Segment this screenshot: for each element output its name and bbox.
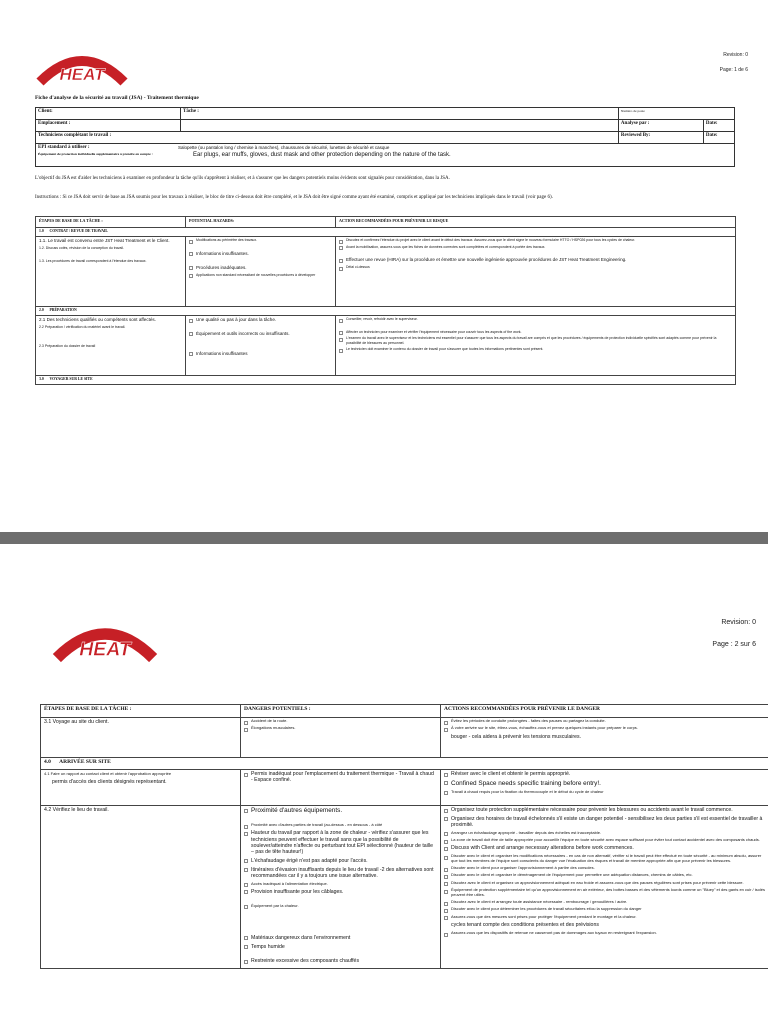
action-item: Effectuer une revue (HIRA) sur la procédure et émettre une nouvelle ingénierie approuvée procédures de JST Heat Treatment Engineering. xyxy=(339,257,732,262)
hazard-item: Permis inadéquat pour l'emplacement du traitement thermique - Travail à chaud - Espace confiné. xyxy=(244,771,437,783)
hazard-item: Restreinte excessive des composants chauffés xyxy=(244,958,437,964)
hazard-item: Matériaux dangereux dans l'environnement xyxy=(244,935,437,941)
action-item: Le technicien doit examiner le contenu du dossier de travail pour s'assurer que toutes les informations pertinentes sont présent. xyxy=(339,347,732,351)
action-item: Affecter un technicien pour examiner et vérifier l'équipement nécessaire pour couvrir tous les aspects of the work. xyxy=(339,330,732,334)
hazard-item: Informations insuffisantes xyxy=(189,351,332,356)
action-item: Équipement de protection supplémentaire tel qu'un approvisionnement en air extérieur, des bottes basses et des vêtements lourds comme un "Bluey" et des gants en cuir / isolés peuvent être utiles. xyxy=(444,888,765,898)
hazard-item: Élongations musculaires. xyxy=(244,726,437,731)
hazard-item: L'échafaudage érigé n'est pas adapté pour l'accès. xyxy=(244,858,437,864)
action-item: L'examen du travail avec le superviseur et les techniciens est essentiel pour s'assurer que tous les aspects du travail are compris et que les procédures / équipements de protection individuelle spécifiés sont adaptés comme pour prévenir la possibilité de blessures au personnel. xyxy=(339,336,732,344)
page-number: Page : 2 sur 6 xyxy=(712,641,756,648)
action-item: Avant la mobilisation, assurez-vous que les fiches de données correctes sont complétées et correspondent à portée des travaux. xyxy=(339,245,732,249)
step-text: 1.2. Discuss cotés, révision de la conception du travail. xyxy=(39,246,125,250)
action-item: Réviser avec le client et obtenir le permis approprié. xyxy=(444,771,765,777)
hazard-item: Applications non standard nécessitant de nouvelles procédures à développer xyxy=(189,273,332,277)
section-number: 1.0 xyxy=(39,229,44,233)
hazard-item: Équipement et outils incorrects ou insuffisants. xyxy=(189,331,332,336)
action-item: Organisez toute protection supplémentaire nécessaire pour prévenir les blessures ou accidents avant le travail commence. xyxy=(444,807,765,813)
section-row xyxy=(41,758,768,770)
section-number: 3.0 xyxy=(39,377,44,381)
hazard-item: Itinéraires d'évasion insuffisants depuis le lieu de travail -2 des alternatives sont recommandées car il y a toujours une issue alternative. xyxy=(244,867,437,879)
section-title: PRÉPARATION xyxy=(49,308,77,312)
analyzed-by-label: Analyse par : xyxy=(618,120,703,132)
hazard-item: Provision insuffisante pour les câblages. xyxy=(244,889,437,895)
reviewed-by-label: Reviewed By: xyxy=(618,132,703,144)
header-steps: ÉTAPES DE BASE DE LA TÂCHE : xyxy=(36,217,186,228)
hazard-item: Proximité avec d'autres parties de travail (au-dessus - en dessous - à côté xyxy=(244,823,437,828)
step-text: 2.2 Préparation / vérification du matériel avant le travail. xyxy=(39,325,126,329)
table-row xyxy=(41,718,768,758)
ppe-value: Salopette (ou pantalon long / chemise à manches), chaussures de sécurité, lunettes de sécurité et casque xyxy=(178,145,390,150)
header-actions: ACTION RECOMMANDÉES POUR PRÉVENIR LE RISQUE xyxy=(336,217,736,228)
hazard-item: Proximité d'autres équipements. xyxy=(244,807,437,815)
hazard-item: Accident de la route. xyxy=(244,719,437,724)
step-text: 2.1 Des techniciens qualifiés ou compétents sont affectés. xyxy=(39,317,156,322)
document-title: Fiche d'analyse de la sécurité au travail (JSA) - Traitement thermique xyxy=(35,95,199,101)
document-page-2 xyxy=(0,544,768,1024)
section-title: CONTRAT / REVUE DE TRAVAIL xyxy=(49,229,108,233)
header-actions: ACTIONS RECOMMANDÉES POUR PRÉVENIR LE DANGER xyxy=(441,705,768,718)
table-row xyxy=(36,237,736,307)
action-item: Arrangez un échafaudage approprié - travailler depuis des échelles est inacceptable. xyxy=(444,831,765,836)
step-text: permis d'accès des clients désignés représentant. xyxy=(52,779,167,785)
action-item: Discuter avec le client pour déterminer les procédures de travail sécuritaires et/ou la suppression du danger xyxy=(444,907,765,912)
extra-ppe-label: Équipement de protection individuelle supplémentaire à prendre en compte : xyxy=(38,152,153,156)
step-text: 4.1 Faire un rapport au contact client et obtenir l'approbation appropriée xyxy=(44,771,172,776)
heat-logo xyxy=(34,46,130,90)
date-label-2: Date: xyxy=(703,132,734,144)
hazard-item: Une qualité ou pas à jour dans la tâche. xyxy=(189,317,332,322)
action-item: Discutez avec le client et arrangez toute assistance nécessaire - rembourrage / genouillères / autre. xyxy=(444,900,765,905)
section-row xyxy=(36,376,736,385)
job-info-table xyxy=(35,107,735,167)
client-label: Client: xyxy=(36,108,181,120)
action-item: Délai ci-dessus xyxy=(339,265,732,269)
objective-paragraph: L'objectif du JSA est d'aider les techniciens à examiner en profondeur la tâche qu'ils s'apprêtent à réaliser, et à s'assurer que les dangers potentiels moins évidents sont signalés pour considération, dans la JSA. xyxy=(35,176,450,181)
task-label: Tâche : xyxy=(181,108,619,120)
header-hazards: POTENTIAL HAZARDS: xyxy=(186,217,336,228)
hazard-item: Hauteur du travail par rapport à la zone de chaleur - vérifiez s'assurer que les techniciens peuvent effectuer le travail sans que la possibilité de soulever/atteindre n'affecte ou perturbant tout EPI sélectionné (hauteur de taille – pas de tête hauteur!) xyxy=(244,830,437,855)
action-item: Discuss with Client and arrange necessary alterations before work commences. xyxy=(444,845,765,851)
date-label-1: Date: xyxy=(703,120,734,132)
instructions-paragraph: Instructions : Si ce JSA doit servir de base au JSA soumis pour les travaux à réaliser, le bloc de titre ci-dessus doit être complété, et le JSA doit être signé comme ayant été examiné, compris et appliqué par les techniciens impliqués dans le travail (voir page 6). xyxy=(35,195,553,200)
section-row xyxy=(36,228,736,237)
step-text: 1.1. Le travail est convenu entre JST Heat Treatment et le Client. xyxy=(39,238,170,243)
location-label: Emplacement : xyxy=(36,120,181,132)
action-item: À votre arrivée sur le site, étirez-vous, échauffez-vous et prenez quelques instants pour préparer le corps. xyxy=(444,726,765,731)
action-item: Confined Space needs specific training before entry!. xyxy=(444,780,765,788)
action-item: Discutez et confirmez l'étendue du projet avec le client avant le début des travaux. Assurez-vous que le client signe le nouveau formulaire HTTO / HSP026 pour tous les cycles de chaleur. xyxy=(339,238,732,242)
post-number-label: Numéro de poste xyxy=(618,108,734,120)
technicians-label: Techniciens complétant le travail : xyxy=(36,132,619,144)
table-row xyxy=(36,316,736,376)
jsa-table-page-1 xyxy=(35,216,736,385)
hazard-item: Informations insuffisantes. xyxy=(189,251,332,256)
header-steps: ÉTAPES DE BASE DE LA TÂCHE : xyxy=(41,705,241,718)
heat-logo xyxy=(50,616,160,668)
action-item: La zone de travail doit être de taille appropriée pour accueillir l'équipe en toute sécurité avec espace suffisant pour éviter tout contact accidentel avec des composants chauds. xyxy=(444,838,765,843)
action-item: Discuter avec le client et organiser le déménagement de l'équipement pour permettre une adéquation distances, chemins de câbles, etc. xyxy=(444,873,765,878)
section-row xyxy=(36,307,736,316)
table-row xyxy=(41,806,768,969)
action-item: Discuter avec le client et organiser les modifications nécessaires - en cas de non alternatif, vérifier si le travail peut être effectué en toute sécurité - au minimum absolu, assurer que tout les membres de l'équipe sont conscients du danger vue l'évaluation des risques et travail de membre appropriée afin que pour prévenir les blessures. xyxy=(444,854,765,864)
action-item: Discutez avec le client et organisez un approvisionnement adéquat en eau froide et assurez-vous que des pauses régulières sont prises pour prévenir cette blessure. xyxy=(444,881,765,886)
step-text: 2.3 Préparation du dossier de travail xyxy=(39,344,96,348)
action-item: Évitez les périodes de conduite prolongées - faites des pauses ou partagez la conduite. xyxy=(444,719,765,724)
ppe-label: EPI standard à utiliser : xyxy=(38,145,90,150)
action-item: Discuter avec le client pour organiser l'approvisionnement à partire des consoles. xyxy=(444,866,765,871)
hazard-item: Accès inadéquat à l'alimentation électrique. xyxy=(244,882,437,887)
table-row xyxy=(41,770,768,806)
action-item: bouger - cela aidera à prévenir les tensions musculaires. xyxy=(451,733,582,740)
section-number: 2.0 xyxy=(39,308,44,312)
hazard-item: Équipement par la chaleur. xyxy=(244,904,437,909)
hazard-item: Procédures inadéquates. xyxy=(189,265,332,270)
step-text: 1.3. Les procédures de travail correspondent à l'étendue des travaux. xyxy=(39,259,147,263)
revision-label: Revision: 0 xyxy=(723,52,748,58)
step-text: 4.2 Vérifiez le lieu de travail. xyxy=(44,807,109,813)
section-number: 4.0 xyxy=(44,759,51,765)
header-dangers: DANGERS POTENTIELS : xyxy=(241,705,441,718)
page-number: Page: 1 de 6 xyxy=(719,67,748,73)
step-text: 3.1 Voyage au site du client. xyxy=(44,719,109,725)
action-item: Assurez-vous que les dispositifs de retenue ne causeront pas de dommages aux tuyaux en restreignant l'expansion. xyxy=(444,931,765,936)
action-item: Travail à chaud requis pour la fixation du thermocouple et le début du cycle de chaleur xyxy=(444,790,765,795)
hazard-item: Temps humide xyxy=(244,944,437,950)
section-title: ARRIVÉE SUR SITE xyxy=(59,759,111,765)
extra-ppe-value: Ear plugs, ear muffs, gloves, dust mask and other protection depending on the nature of the task. xyxy=(193,152,451,158)
hazard-item: Modifications au périmètre des travaux. xyxy=(189,238,332,242)
action-item: cycles tenant compte des conditions présentes et des prévisions xyxy=(451,922,599,928)
action-item: Conseiller, revoir, refroidir avec le superviseur. xyxy=(339,317,732,321)
action-item: Assurez-vous que des mesures sont prises pour protéger l'équipement pendant le montage et la chaleur. xyxy=(444,915,765,920)
action-item: Organisez des horaires de travail échelonnés s'il existe un danger potentiel - sensibilisez les deux parties s'il est essentiel de travailler à proximité. xyxy=(444,816,765,828)
logo-text: HEAT xyxy=(79,638,131,661)
section-title: VOYAGER SUR LE SITE xyxy=(49,377,93,381)
jsa-table-page-2 xyxy=(40,704,768,969)
revision-label: Revision: 0 xyxy=(721,619,756,626)
logo-text: HEAT xyxy=(59,65,105,84)
